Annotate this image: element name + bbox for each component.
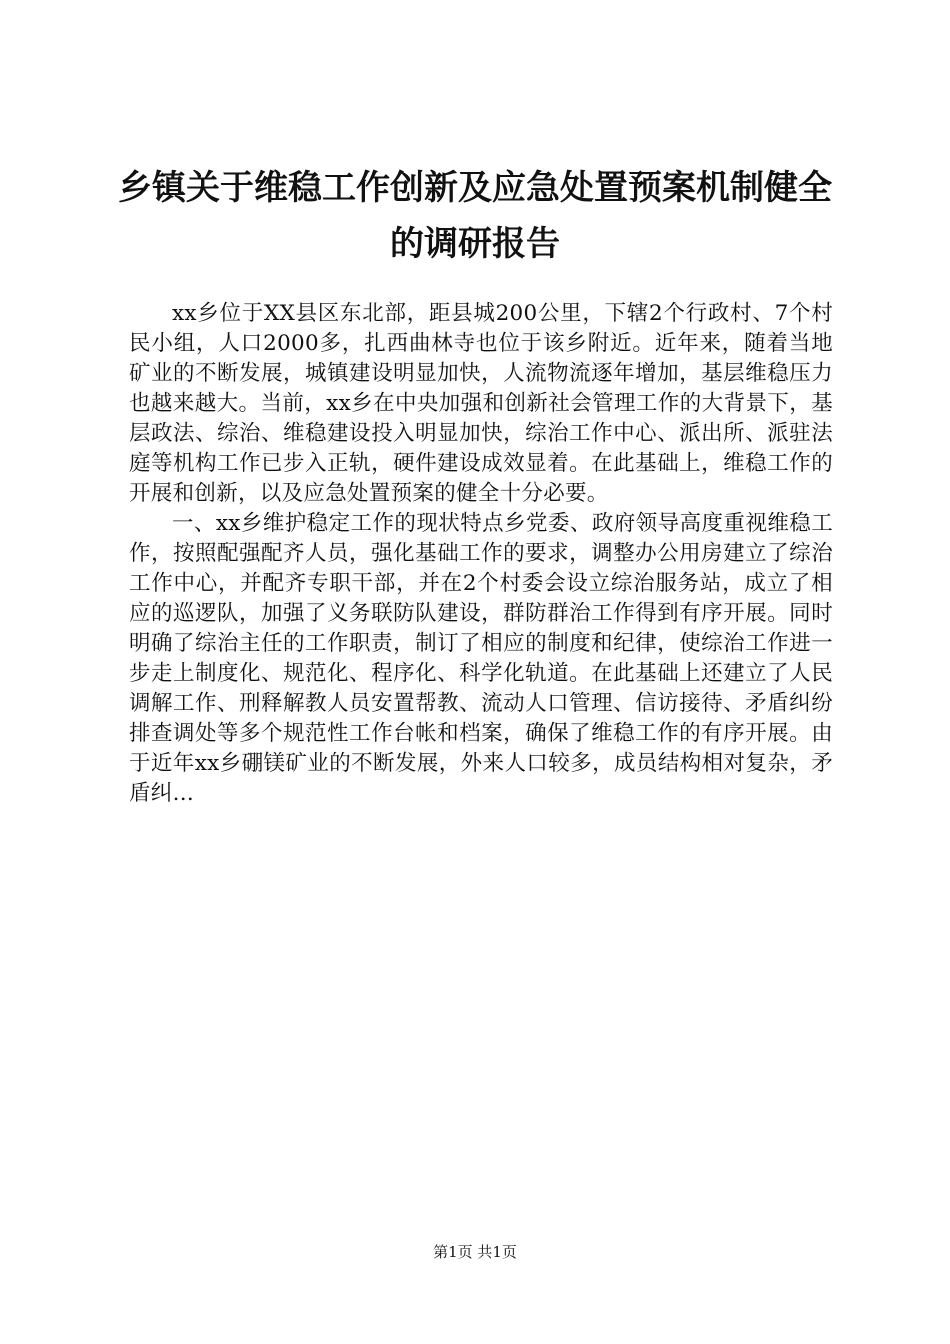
paragraph-intro: xx乡位于XX县区东北部，距县城200公里，下辖2个行政村、7个村民小组，人口2000多，扎西曲林寺也位于该乡附近。近年来，随着当地矿业的不断发展，城镇建设明显加快，人流物流逐年增加，基层维稳压力也越来越大。当前，xx乡在中央加强和创新社会管理工作的大背景下，基层政法、综治、维稳建设投入明显加快，综治工作中心、派出所、派驻法庭等机构工作已步入正轨，硬件建设成效显着。在此基础上，维稳工作的开展和创新，以及应急处置预案的健全十分必要。 bbox=[129, 301, 833, 506]
page-number-footer: 第1页 共1页 bbox=[433, 1243, 517, 1261]
paragraph-section-one: 一、xx乡维护稳定工作的现状特点乡党委、政府领导高度重视维稳工作，按照配强配齐人员，强化基础工作的要求，调整办公用房建立了综治工作中心，并配齐专职干部，并在2个村委会设立综治服务站，成立了相应的巡逻队，加强了义务联防队建设，群防群治工作得到有序开展。同时明确了综治主任的工作职责，制订了相应的制度和纪律，使综治工作进一步走上制度化、规范化、程序化、科学化轨道。在此基础上还建立了人民调解工作、刑释解教人员安置帮教、流动人口管理、信访接待、矛盾纠纷排查调处等多个规范性工作台帐和档案，确保了维稳工作的有序开展。由于近年xx乡硼镁矿业的不断发展，外来人口较多，成员结构相对复杂，矛盾纠... bbox=[129, 511, 833, 806]
document-body bbox=[129, 299, 833, 809]
document-title: 乡镇关于维稳工作创新及应急处置预案机制健全的调研报告 bbox=[118, 168, 832, 264]
